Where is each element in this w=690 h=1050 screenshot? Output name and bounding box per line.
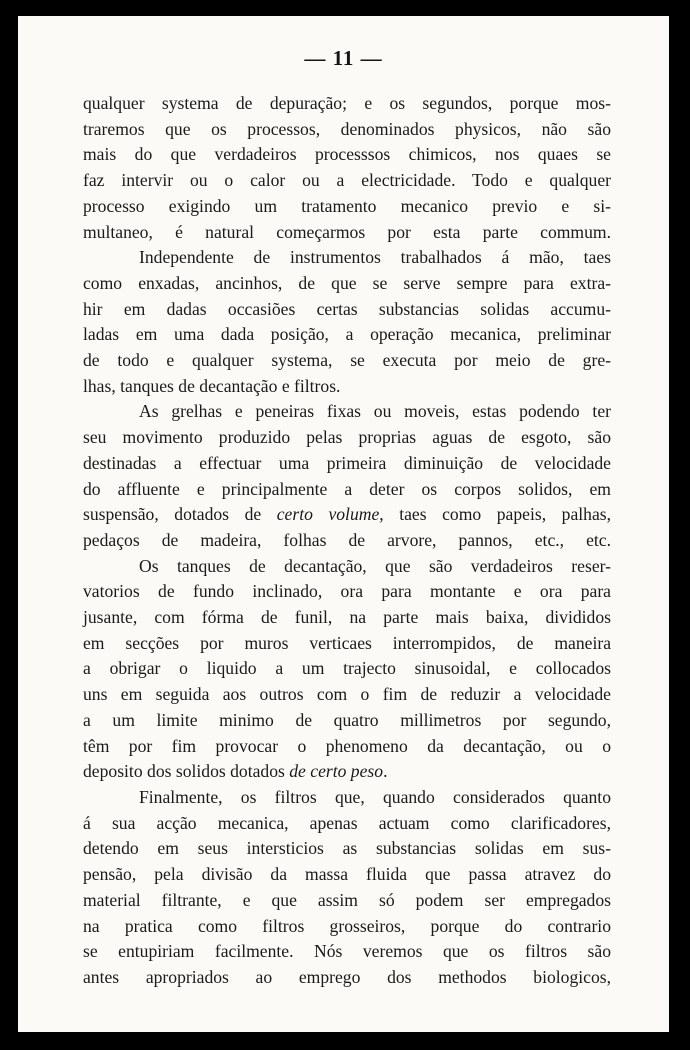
paragraph-5 — [83, 785, 611, 991]
text-line: Os tanques de decantação, que são verdadeiros reser- — [139, 555, 611, 576]
text-line: jusante, com fórma de funil, na parte mais baixa, divididos — [83, 607, 611, 628]
text-line: multaneo, é natural começarmos por esta parte commum. — [83, 221, 611, 242]
text-line: traremos que os processos, denominados physicos, não são — [83, 118, 611, 139]
text-line: pensão, pela divisão da massa fluida que passa atravez do — [83, 864, 611, 885]
text-line: se entupiriam facilmente. Nós veremos que os filtros são — [83, 941, 611, 962]
text-line: Independente de instrumentos trabalhados á mão, taes — [139, 247, 611, 268]
text-line: do affluente e principalmente a deter os corpos solidos, em — [83, 478, 611, 499]
text-line: têm por fim provocar o phenomeno da decantação, ou o — [83, 735, 611, 756]
text-line: pedaços de madeira, folhas de arvore, pannos, etc., etc. — [83, 529, 611, 550]
text-line: processo exigindo um tratamento mecanico previo e si- — [83, 195, 611, 216]
book-page — [18, 16, 669, 1032]
body-text — [83, 91, 611, 991]
paragraph-3 — [83, 399, 611, 553]
text-line: faz intervir ou o calor ou a electricidade. Todo e qualquer — [83, 170, 611, 191]
text-line: hir em dadas occasiões certas substancias solidas accumu- — [83, 298, 611, 319]
text-line: antes apropriados ao emprego dos methodos biologicos, — [83, 966, 611, 987]
text-line: ladas em uma dada posição, a operação mecanica, preliminar — [83, 324, 611, 345]
text-line: á sua acção mecanica, apenas actuam como clarificadores, — [83, 812, 611, 833]
text-line: As grelhas e peneiras fixas ou moveis, estas podendo ter — [139, 401, 611, 422]
paragraph-1 — [83, 91, 611, 245]
text-line: suspensão, dotados de certo volume, taes como papeis, palhas, — [83, 504, 612, 525]
italic-phrase: certo volume — [276, 504, 380, 525]
text-line: em secções por muros verticaes interrompidos, de maneira — [83, 632, 611, 653]
text-line: a obrigar o liquido a um trajecto sinusoidal, e collocados — [83, 658, 611, 679]
text-line: a um limite minimo de quatro millimetros por segundo, — [83, 709, 611, 730]
text-line: seu movimento produzido pelas proprias aguas de esgoto, são — [83, 427, 611, 448]
text-line: material filtrante, e que assim só podem ser empregados — [83, 889, 611, 910]
italic-phrase: de certo peso — [289, 761, 384, 782]
text-line: mais do que verdadeiros processsos chimicos, nos quaes se — [83, 144, 611, 165]
text-line: uns em seguida aos outros com o fim de reduzir a velocidade — [83, 684, 611, 705]
text-line: de todo e qualquer systema, se executa por meio de gre- — [83, 350, 611, 371]
paragraph-2 — [83, 245, 611, 399]
text-line: lhas, tanques de decantação e filtros. — [83, 375, 341, 396]
text-line: detendo em seus intersticios as substancias solidas em sus- — [83, 838, 611, 859]
page-number: — 11 — — [304, 46, 383, 70]
text-line: destinadas a effectuar uma primeira diminuição de velocidade — [83, 452, 611, 473]
text-line: como enxadas, ancinhos, de que se serve sempre para extra- — [83, 272, 611, 293]
text-line: Finalmente, os filtros que, quando considerados quanto — [139, 786, 611, 807]
text-line: deposito dos solidos dotados de certo peso. — [83, 761, 388, 782]
paragraph-4 — [83, 554, 611, 785]
text-line: na pratica como filtros grosseiros, porque do contrario — [83, 915, 611, 936]
text-line: qualquer systema de depuração; e os segundos, porque mos- — [83, 93, 611, 113]
text-line: vatorios de fundo inclinado, ora para montante e ora para — [83, 581, 611, 602]
